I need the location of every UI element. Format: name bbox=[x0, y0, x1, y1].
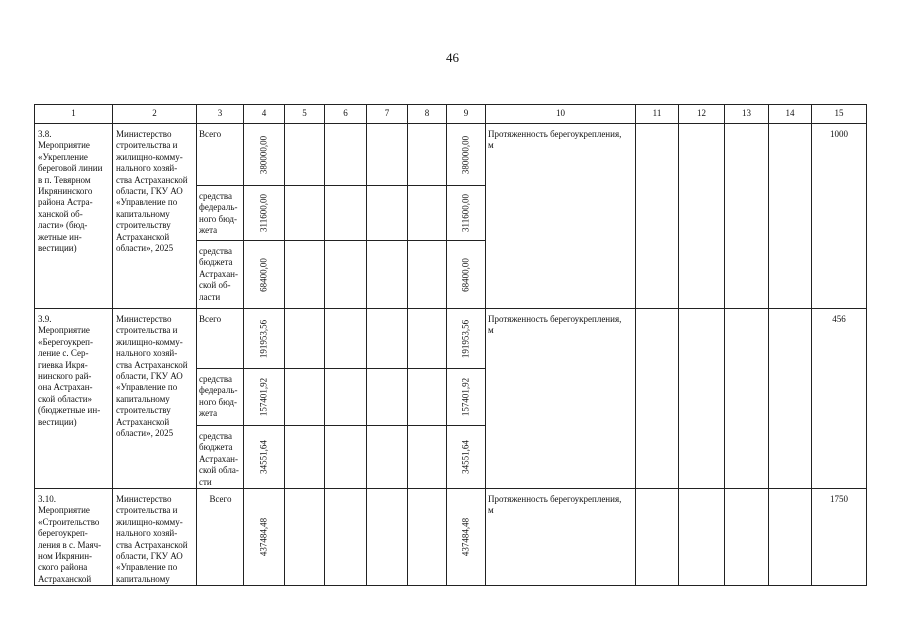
empty-cell bbox=[725, 309, 769, 489]
empty-cell bbox=[408, 124, 447, 186]
page-number: 46 bbox=[446, 50, 459, 65]
col-header: 11 bbox=[636, 105, 679, 124]
source-cell: Всего bbox=[197, 124, 244, 186]
col-header: 15 bbox=[812, 105, 867, 124]
amount-value: 34551,64 bbox=[460, 440, 471, 474]
amount-cell bbox=[244, 241, 285, 309]
empty-cell bbox=[367, 124, 408, 186]
empty-cell bbox=[636, 489, 679, 586]
activity-cell: 3.9. Мероприятие «Берегоукреп- ление с. Сер- гиевка Икря- нинского рай- она Астрахан- ской области» (бюджетные ин- вестиции) bbox=[35, 309, 113, 489]
col-header: 7 bbox=[367, 105, 408, 124]
empty-cell bbox=[367, 309, 408, 369]
amount-value: 311600,00 bbox=[460, 194, 471, 232]
source-cell: средства бюджета Астрахан- ской обла- сти bbox=[197, 426, 244, 489]
empty-cell bbox=[679, 309, 725, 489]
empty-cell bbox=[769, 309, 812, 489]
amount-value: 380000,00 bbox=[460, 135, 471, 174]
executor-cell: Министерство строительства и жилищно-комму- нального хозяй- ства Астраханской области, ГКУ АО «Управление по капитальному строительству Астраханской области», 2025 bbox=[113, 309, 197, 489]
amount-cell bbox=[447, 186, 486, 241]
empty-cell bbox=[769, 124, 812, 309]
col-header: 13 bbox=[725, 105, 769, 124]
col-header: 12 bbox=[679, 105, 725, 124]
amount-value: 380000,00 bbox=[258, 135, 269, 174]
amount-value: 191953,56 bbox=[460, 319, 471, 358]
amount-cell bbox=[244, 309, 285, 369]
empty-cell bbox=[325, 426, 367, 489]
col-header: 9 bbox=[447, 105, 486, 124]
empty-cell bbox=[325, 186, 367, 241]
col-header: 14 bbox=[769, 105, 812, 124]
col-header: 4 bbox=[244, 105, 285, 124]
empty-cell bbox=[285, 369, 325, 426]
empty-cell bbox=[408, 309, 447, 369]
amount-cell bbox=[244, 489, 285, 586]
amount-value: 191953,56 bbox=[258, 319, 269, 358]
empty-cell bbox=[367, 489, 408, 586]
empty-cell bbox=[679, 124, 725, 309]
empty-cell bbox=[325, 309, 367, 369]
empty-cell bbox=[285, 124, 325, 186]
amount-value: 311600,00 bbox=[258, 194, 269, 232]
empty-cell bbox=[367, 186, 408, 241]
table-row bbox=[35, 309, 867, 369]
target-value-cell: 456 bbox=[812, 309, 867, 489]
empty-cell bbox=[367, 241, 408, 309]
source-cell: средства федераль- ного бюд- жета bbox=[197, 186, 244, 241]
activity-cell: 3.8. Мероприятие «Укрепление береговой линии в п. Тевярном Икрянинского района Астра- ханской об- ласти» (бюд- жетные ин- вестиции) bbox=[35, 124, 113, 309]
activity-cell: 3.10. Мероприятие «Строительство берегоукреп- ления в с. Маяч- ном Икрянин- ского района Астраханской bbox=[35, 489, 113, 586]
amount-cell bbox=[447, 369, 486, 426]
amount-cell bbox=[244, 124, 285, 186]
source-cell: средства бюджета Астрахан- ской об- ласти bbox=[197, 241, 244, 309]
indicator-cell: Протяженность берегоукрепления, м bbox=[486, 309, 636, 489]
col-header: 1 bbox=[35, 105, 113, 124]
empty-cell bbox=[285, 426, 325, 489]
col-header: 3 bbox=[197, 105, 244, 124]
header-row bbox=[35, 105, 867, 124]
executor-cell: Министерство строительства и жилищно-комму- нального хозяй- ства Астраханской области, ГКУ АО «Управление по капитальному строительству Астраханской области», 2025 bbox=[113, 124, 197, 309]
empty-cell bbox=[408, 426, 447, 489]
empty-cell bbox=[636, 309, 679, 489]
empty-cell bbox=[285, 309, 325, 369]
empty-cell bbox=[408, 489, 447, 586]
amount-value: 68400,00 bbox=[258, 257, 269, 292]
empty-cell bbox=[408, 186, 447, 241]
col-header: 8 bbox=[408, 105, 447, 124]
empty-cell bbox=[285, 489, 325, 586]
empty-cell bbox=[408, 369, 447, 426]
indicator-cell: Протяженность берегоукрепления, м bbox=[486, 124, 636, 309]
empty-cell bbox=[725, 489, 769, 586]
amount-cell bbox=[244, 426, 285, 489]
amount-value: 437484,48 bbox=[460, 518, 471, 557]
empty-cell bbox=[367, 426, 408, 489]
budget-table bbox=[34, 104, 867, 586]
table-row bbox=[35, 124, 867, 186]
amount-value: 34551,64 bbox=[258, 440, 269, 474]
executor-cell: Министерство строительства и жилищно-комму- нального хозяй- ства Астраханской области, ГКУ АО «Управление по капитальному bbox=[113, 489, 197, 586]
empty-cell bbox=[679, 489, 725, 586]
col-header: 2 bbox=[113, 105, 197, 124]
empty-cell bbox=[325, 369, 367, 426]
col-header: 5 bbox=[285, 105, 325, 124]
amount-value: 437484,48 bbox=[258, 518, 269, 557]
amount-cell bbox=[244, 186, 285, 241]
table-row bbox=[35, 489, 867, 586]
source-cell: Всего bbox=[197, 309, 244, 369]
empty-cell bbox=[325, 241, 367, 309]
amount-value: 157401,92 bbox=[460, 377, 471, 417]
empty-cell bbox=[325, 124, 367, 186]
empty-cell bbox=[285, 241, 325, 309]
source-cell: Всего bbox=[197, 489, 244, 586]
empty-cell bbox=[285, 186, 325, 241]
empty-cell bbox=[725, 124, 769, 309]
col-header: 6 bbox=[325, 105, 367, 124]
col-header: 10 bbox=[486, 105, 636, 124]
empty-cell bbox=[325, 489, 367, 586]
amount-cell bbox=[447, 124, 486, 186]
empty-cell bbox=[408, 241, 447, 309]
amount-cell bbox=[447, 489, 486, 586]
amount-cell bbox=[447, 309, 486, 369]
target-value-cell: 1000 bbox=[812, 124, 867, 309]
empty-cell bbox=[636, 124, 679, 309]
amount-value: 68400,00 bbox=[460, 257, 471, 292]
amount-cell bbox=[244, 369, 285, 426]
indicator-cell: Протяженность берегоукрепления, м bbox=[486, 489, 636, 586]
empty-cell bbox=[769, 489, 812, 586]
amount-value: 157401,92 bbox=[258, 377, 269, 417]
target-value-cell: 1750 bbox=[812, 489, 867, 586]
empty-cell bbox=[367, 369, 408, 426]
amount-cell bbox=[447, 426, 486, 489]
amount-cell bbox=[447, 241, 486, 309]
source-cell: средства федераль- ного бюд- жета bbox=[197, 369, 244, 426]
